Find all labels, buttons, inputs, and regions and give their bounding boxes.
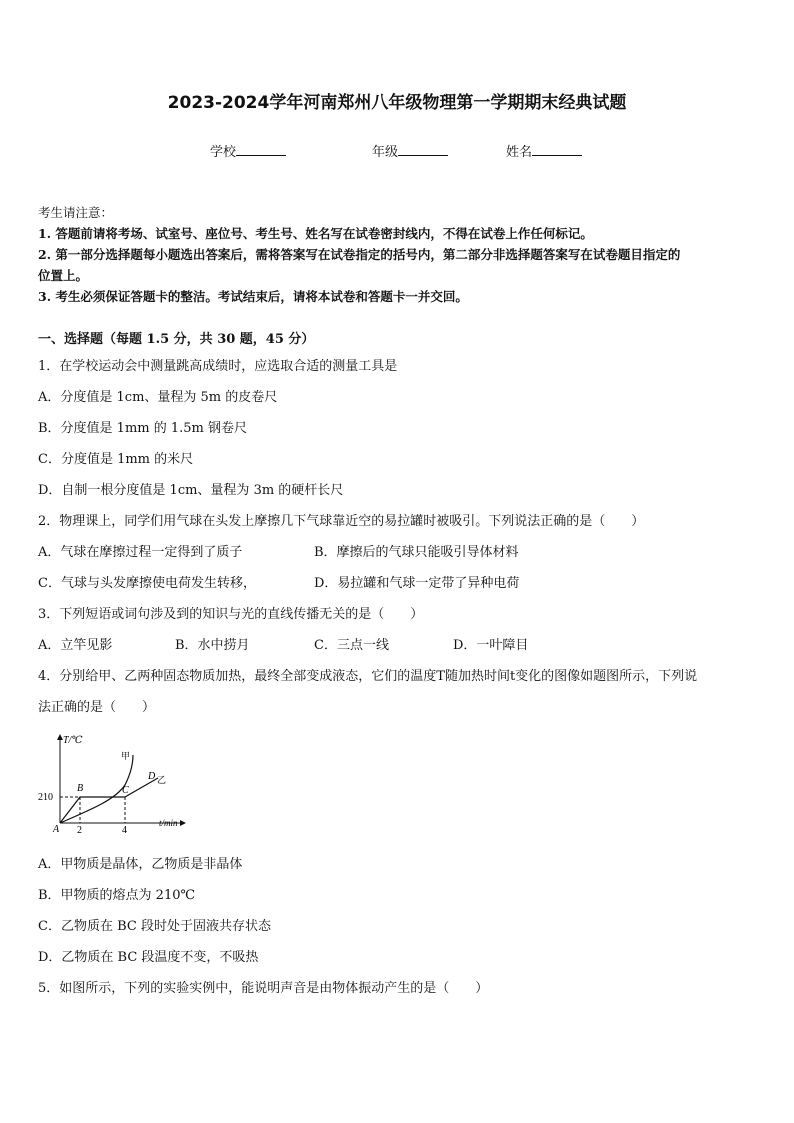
note-2a: 2. 第一部分选择题每小题选出答案后，需将答案写在试卷指定的括号内，第二部分非选择题答案写在试卷题目指定的 — [38, 247, 681, 262]
q1-option-c[interactable]: C．分度值是 1mm 的米尺 — [38, 452, 194, 467]
q2-stem: 2．物理课上，同学们用气球在头发上摩擦几下气球靠近空的易拉罐时被吸引。下列说法正确的是（ ） — [38, 514, 645, 529]
q4-option-b[interactable]: B．甲物质的熔点为 210℃ — [38, 888, 196, 903]
page-title: 2023-2024学年河南郑州八年级物理第一学期期末经典试题 — [167, 93, 627, 113]
q3-option-b[interactable]: B．水中捞月 — [175, 638, 250, 653]
q2-option-c[interactable]: C．气球与头发摩擦使电荷发生转移， — [38, 576, 256, 591]
y-axis-label: T/℃ — [63, 735, 83, 746]
q2-option-b[interactable]: B．摩擦后的气球只能吸引导体材料 — [314, 545, 519, 560]
point-d-label: D — [148, 771, 156, 782]
x-tick-4: 4 — [122, 825, 127, 835]
y-tick-210: 210 — [38, 792, 53, 803]
school-field[interactable] — [210, 141, 286, 160]
q1-stem: 1．在学校运动会中测量跳高成绩时，应选取合适的测量工具是 — [38, 359, 398, 374]
q4-option-d[interactable]: D．乙物质在 BC 段温度不变，不吸热 — [38, 950, 259, 965]
q1-option-a[interactable]: A．分度值是 1cm、量程为 5m 的皮卷尺 — [38, 390, 278, 405]
q4-stem-line2: 法正确的是（ ） — [38, 700, 156, 715]
q3-stem: 3．下列短语或词句涉及到的知识与光的直线传播无关的是（ ） — [38, 607, 424, 622]
temperature-time-graph — [30, 730, 200, 835]
q4-option-c[interactable]: C．乙物质在 BC 段时处于固液共存状态 — [38, 919, 271, 934]
q2-option-d[interactable]: D．易拉罐和气球一定带了异种电荷 — [314, 576, 520, 591]
q5-stem: 5．如图所示，下列的实验实例中，能说明声音是由物体振动产生的是（ ） — [38, 981, 489, 996]
notes-heading: 考生请注意： — [38, 205, 114, 220]
section-heading: 一、选择题（每题 1.5 分，共 30 题，45 分） — [38, 332, 315, 347]
note-3: 3. 考生必须保证答题卡的整洁。考试结束后，请将本试卷和答题卡一并交回。 — [38, 289, 468, 304]
point-b-label: B — [77, 783, 84, 794]
note-1: 1. 答题前请将考场、试室号、座位号、考生号、姓名写在试卷密封线内，不得在试卷上作任何标记。 — [38, 226, 593, 241]
name-field[interactable] — [506, 141, 582, 160]
x-tick-2: 2 — [77, 825, 82, 835]
q3-option-c[interactable]: C．三点一线 — [314, 638, 389, 653]
q4-stem-line1: 4．分别给甲、乙两种固态物质加热，最终全部变成液态，它们的温度T随加热时间t变化的图像如题图所示，下列说 — [38, 669, 698, 684]
name-label: 姓名 — [506, 145, 533, 160]
note-2b: 位置上。 — [38, 268, 89, 283]
curve-yi-label: 乙 — [157, 775, 167, 785]
school-label: 学校 — [210, 145, 237, 160]
q3-option-a[interactable]: A．立竿见影 — [38, 638, 113, 653]
grade-blank — [398, 143, 448, 156]
origin-label: A — [53, 824, 60, 835]
grade-label: 年级 — [372, 145, 399, 160]
x-axis-label: t/min — [159, 818, 178, 828]
school-blank — [236, 143, 286, 156]
point-c-label: C — [122, 785, 129, 796]
curve-jia-label: 甲 — [121, 751, 131, 761]
grade-field[interactable] — [372, 141, 448, 160]
name-blank — [532, 143, 582, 156]
q3-option-d[interactable]: D．一叶障目 — [453, 638, 529, 653]
q1-option-b[interactable]: B．分度值是 1mm 的 1.5m 钢卷尺 — [38, 421, 248, 436]
q2-option-a[interactable]: A．气球在摩擦过程一定得到了质子 — [38, 545, 243, 560]
q4-option-a[interactable]: A．甲物质是晶体，乙物质是非晶体 — [38, 857, 243, 872]
q1-option-d[interactable]: D．自制一根分度值是 1cm、量程为 3m 的硬杆长尺 — [38, 483, 344, 498]
